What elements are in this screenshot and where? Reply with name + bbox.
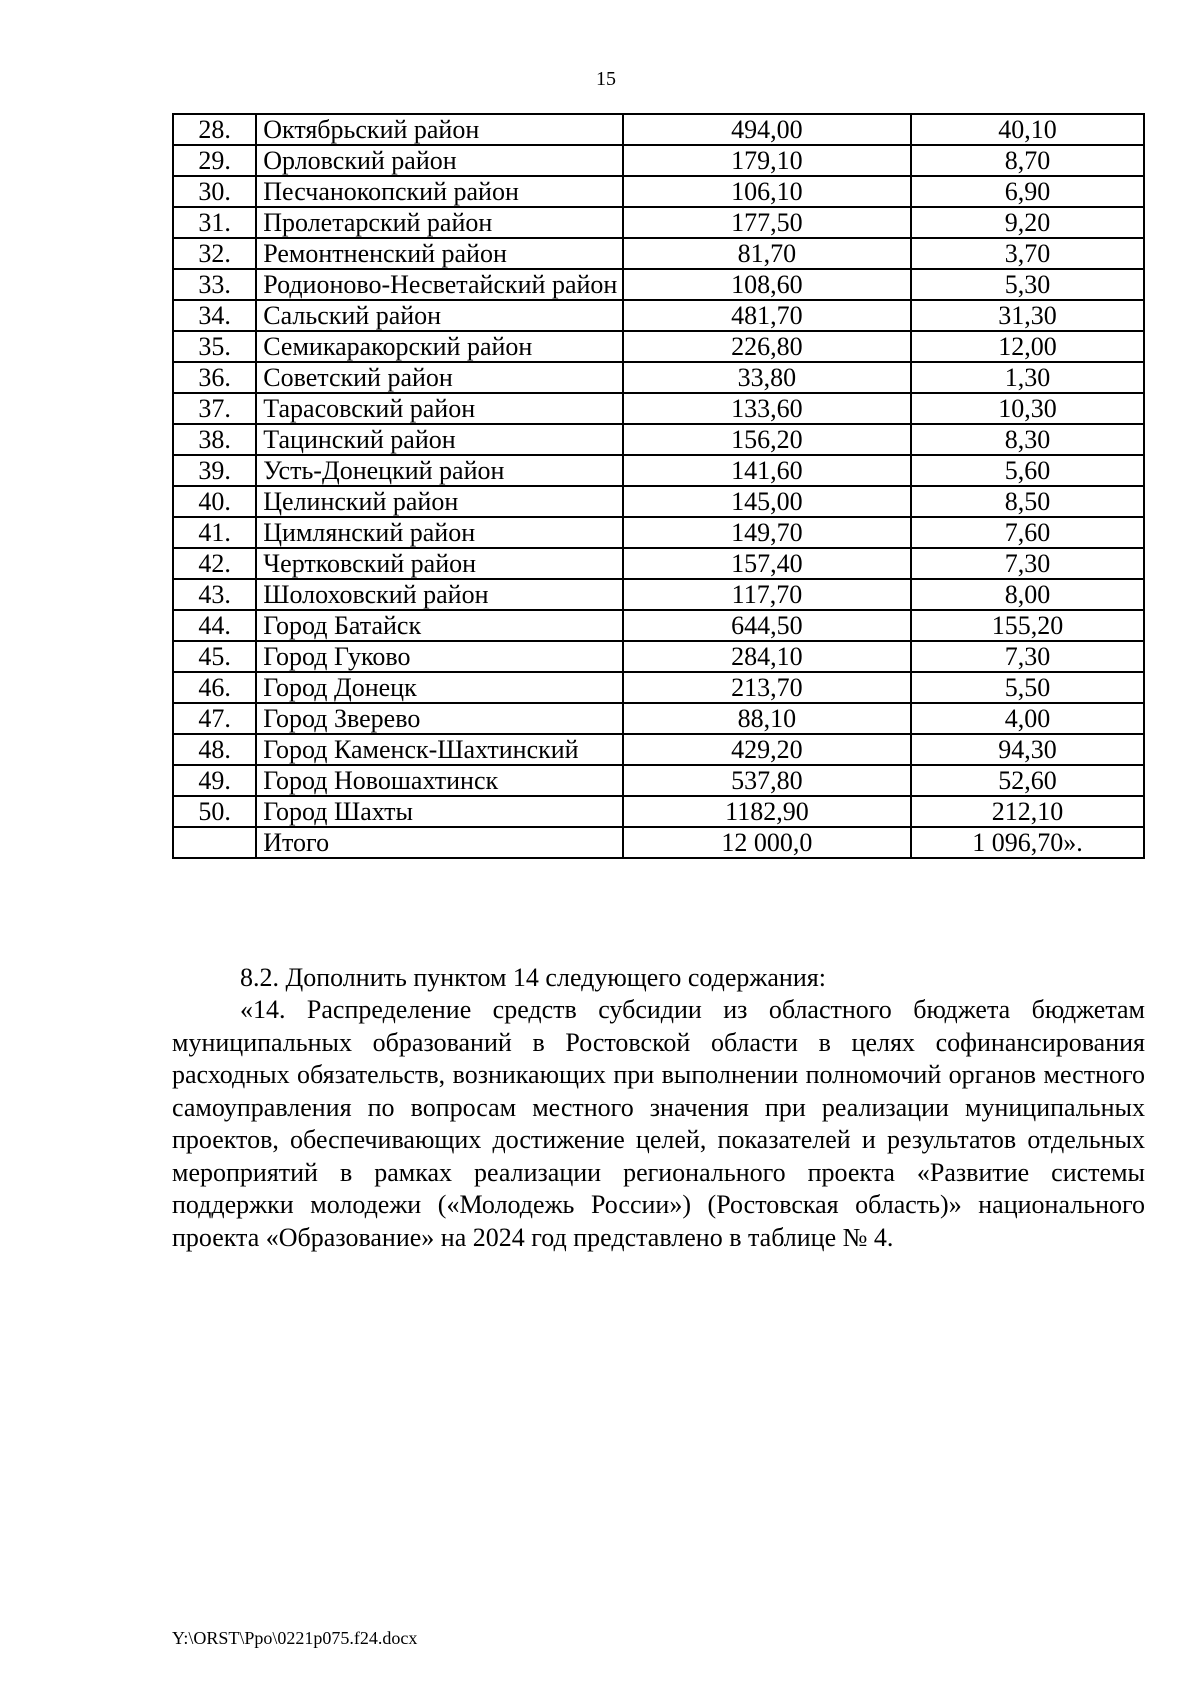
- cell-value-1: 12 000,0: [623, 827, 911, 858]
- cell-number: 39.: [173, 455, 256, 486]
- cell-value-1: 537,80: [623, 765, 911, 796]
- cell-number: 30.: [173, 176, 256, 207]
- cell-value-2: 155,20: [911, 610, 1144, 641]
- cell-number: 44.: [173, 610, 256, 641]
- table-row: [173, 145, 1144, 176]
- cell-municipality: Ремонтненский район: [256, 238, 623, 269]
- table-row: [173, 486, 1144, 517]
- cell-value-1: 133,60: [623, 393, 911, 424]
- cell-value-1: 644,50: [623, 610, 911, 641]
- cell-value-1: 81,70: [623, 238, 911, 269]
- cell-value-1: 179,10: [623, 145, 911, 176]
- footer-file-path: Y:\ORST\Ppo\0221p075.f24.docx: [172, 1628, 418, 1648]
- cell-number: 42.: [173, 548, 256, 579]
- paragraph-amendment-text: 8.2. Дополнить пунктом 14 следующего содержания:: [240, 963, 826, 992]
- cell-municipality: Чертковский район: [256, 548, 623, 579]
- cell-value-2: 9,20: [911, 207, 1144, 238]
- cell-value-2: 5,30: [911, 269, 1144, 300]
- cell-number: 48.: [173, 734, 256, 765]
- cell-municipality: Шолоховский район: [256, 579, 623, 610]
- cell-value-2: 4,00: [911, 703, 1144, 734]
- cell-value-1: 33,80: [623, 362, 911, 393]
- cell-number: 35.: [173, 331, 256, 362]
- cell-value-2: 52,60: [911, 765, 1144, 796]
- cell-value-1: 108,60: [623, 269, 911, 300]
- cell-number: 50.: [173, 796, 256, 827]
- table-row: [173, 424, 1144, 455]
- table-row: [173, 796, 1144, 827]
- cell-number: 29.: [173, 145, 256, 176]
- table-row: [173, 393, 1144, 424]
- cell-value-1: 226,80: [623, 331, 911, 362]
- table-row: [173, 579, 1144, 610]
- cell-value-2: 1,30: [911, 362, 1144, 393]
- cell-value-2: 31,30: [911, 300, 1144, 331]
- cell-municipality: Город Новошахтинск: [256, 765, 623, 796]
- cell-number: 36.: [173, 362, 256, 393]
- cell-municipality: Город Шахты: [256, 796, 623, 827]
- cell-number: [173, 827, 256, 858]
- cell-number: 37.: [173, 393, 256, 424]
- cell-value-1: 177,50: [623, 207, 911, 238]
- cell-number: 40.: [173, 486, 256, 517]
- cell-municipality: Город Батайск: [256, 610, 623, 641]
- cell-municipality: Цимлянский район: [256, 517, 623, 548]
- cell-value-1: 429,20: [623, 734, 911, 765]
- cell-municipality: Усть-Донецкий район: [256, 455, 623, 486]
- cell-value-1: 1182,90: [623, 796, 911, 827]
- cell-number: 34.: [173, 300, 256, 331]
- table-row: [173, 207, 1144, 238]
- table-row: [173, 300, 1144, 331]
- cell-value-2: 40,10: [911, 114, 1144, 145]
- cell-value-2: 12,00: [911, 331, 1144, 362]
- cell-value-1: 117,70: [623, 579, 911, 610]
- cell-municipality: Город Каменск-Шахтинский: [256, 734, 623, 765]
- cell-number: 49.: [173, 765, 256, 796]
- cell-municipality: Итого: [256, 827, 623, 858]
- cell-municipality: Тацинский район: [256, 424, 623, 455]
- cell-municipality: Песчанокопский район: [256, 176, 623, 207]
- table-row: [173, 641, 1144, 672]
- cell-municipality: Пролетарский район: [256, 207, 623, 238]
- cell-municipality: Город Гуково: [256, 641, 623, 672]
- cell-value-1: 145,00: [623, 486, 911, 517]
- cell-value-2: 8,30: [911, 424, 1144, 455]
- cell-municipality: Семикаракорский район: [256, 331, 623, 362]
- cell-value-1: 284,10: [623, 641, 911, 672]
- cell-value-1: 141,60: [623, 455, 911, 486]
- cell-value-2: 6,90: [911, 176, 1144, 207]
- cell-number: 33.: [173, 269, 256, 300]
- cell-value-1: 106,10: [623, 176, 911, 207]
- table-row: [173, 827, 1144, 858]
- cell-value-2: 8,50: [911, 486, 1144, 517]
- table-row: [173, 672, 1144, 703]
- cell-value-2: 5,50: [911, 672, 1144, 703]
- table-row: [173, 176, 1144, 207]
- paragraph-item-14: «14. Распределение средств субсидии из областного бюджета бюджетам муниципальных образований в Ростовской области в целях софинансирования расходных обязательств, возникающих при выполнении полномочий органов местного самоуправления по вопросам местного значения при реализации муниципальных проектов, обеспечивающих достижение целей, показателей и результатов отдельных мероприятий в рамках реализации регионального проекта «Развитие системы поддержки молодежи («Молодежь России») (Ростовская область)» национального проекта «Образование» на 2024 год представлено в таблице № 4.: [172, 995, 1145, 1252]
- table-row: [173, 331, 1144, 362]
- cell-value-2: 8,00: [911, 579, 1144, 610]
- cell-number: 43.: [173, 579, 256, 610]
- table-row: [173, 238, 1144, 269]
- table-row: [173, 610, 1144, 641]
- cell-value-2: 8,70: [911, 145, 1144, 176]
- cell-municipality: Орловский район: [256, 145, 623, 176]
- cell-number: 46.: [173, 672, 256, 703]
- cell-municipality: Целинский район: [256, 486, 623, 517]
- distribution-table: [172, 113, 1145, 859]
- cell-value-2: 94,30: [911, 734, 1144, 765]
- table-row: [173, 734, 1144, 765]
- cell-number: 41.: [173, 517, 256, 548]
- table-row: [173, 548, 1144, 579]
- cell-value-2: 7,30: [911, 641, 1144, 672]
- table-row: [173, 269, 1144, 300]
- cell-value-2: 212,10: [911, 796, 1144, 827]
- table-row: [173, 114, 1144, 145]
- table-row: [173, 765, 1144, 796]
- cell-municipality: Сальский район: [256, 300, 623, 331]
- cell-number: 38.: [173, 424, 256, 455]
- paragraph-amendment: [172, 962, 1145, 995]
- cell-value-2: 7,30: [911, 548, 1144, 579]
- cell-municipality: Советский район: [256, 362, 623, 393]
- cell-number: 45.: [173, 641, 256, 672]
- cell-municipality: Октябрьский район: [256, 114, 623, 145]
- cell-value-1: 213,70: [623, 672, 911, 703]
- cell-value-2: 5,60: [911, 455, 1144, 486]
- table-row: [173, 455, 1144, 486]
- table-body: [173, 114, 1144, 858]
- cell-municipality: Тарасовский район: [256, 393, 623, 424]
- cell-value-1: 157,40: [623, 548, 911, 579]
- cell-value-1: 149,70: [623, 517, 911, 548]
- cell-number: 31.: [173, 207, 256, 238]
- cell-value-2: 10,30: [911, 393, 1144, 424]
- cell-value-1: 494,00: [623, 114, 911, 145]
- cell-municipality: Родионово-Несветайский район: [256, 269, 623, 300]
- cell-value-1: 156,20: [623, 424, 911, 455]
- cell-value-1: 88,10: [623, 703, 911, 734]
- page-number: 15: [596, 68, 616, 90]
- table-row: [173, 517, 1144, 548]
- cell-value-2: 3,70: [911, 238, 1144, 269]
- cell-number: 32.: [173, 238, 256, 269]
- cell-municipality: Город Зверево: [256, 703, 623, 734]
- cell-value-2: 1 096,70».: [911, 827, 1144, 858]
- cell-municipality: Город Донецк: [256, 672, 623, 703]
- table-row: [173, 703, 1144, 734]
- cell-value-1: 481,70: [623, 300, 911, 331]
- cell-number: 47.: [173, 703, 256, 734]
- cell-value-2: 7,60: [911, 517, 1144, 548]
- cell-number: 28.: [173, 114, 256, 145]
- table-row: [173, 362, 1144, 393]
